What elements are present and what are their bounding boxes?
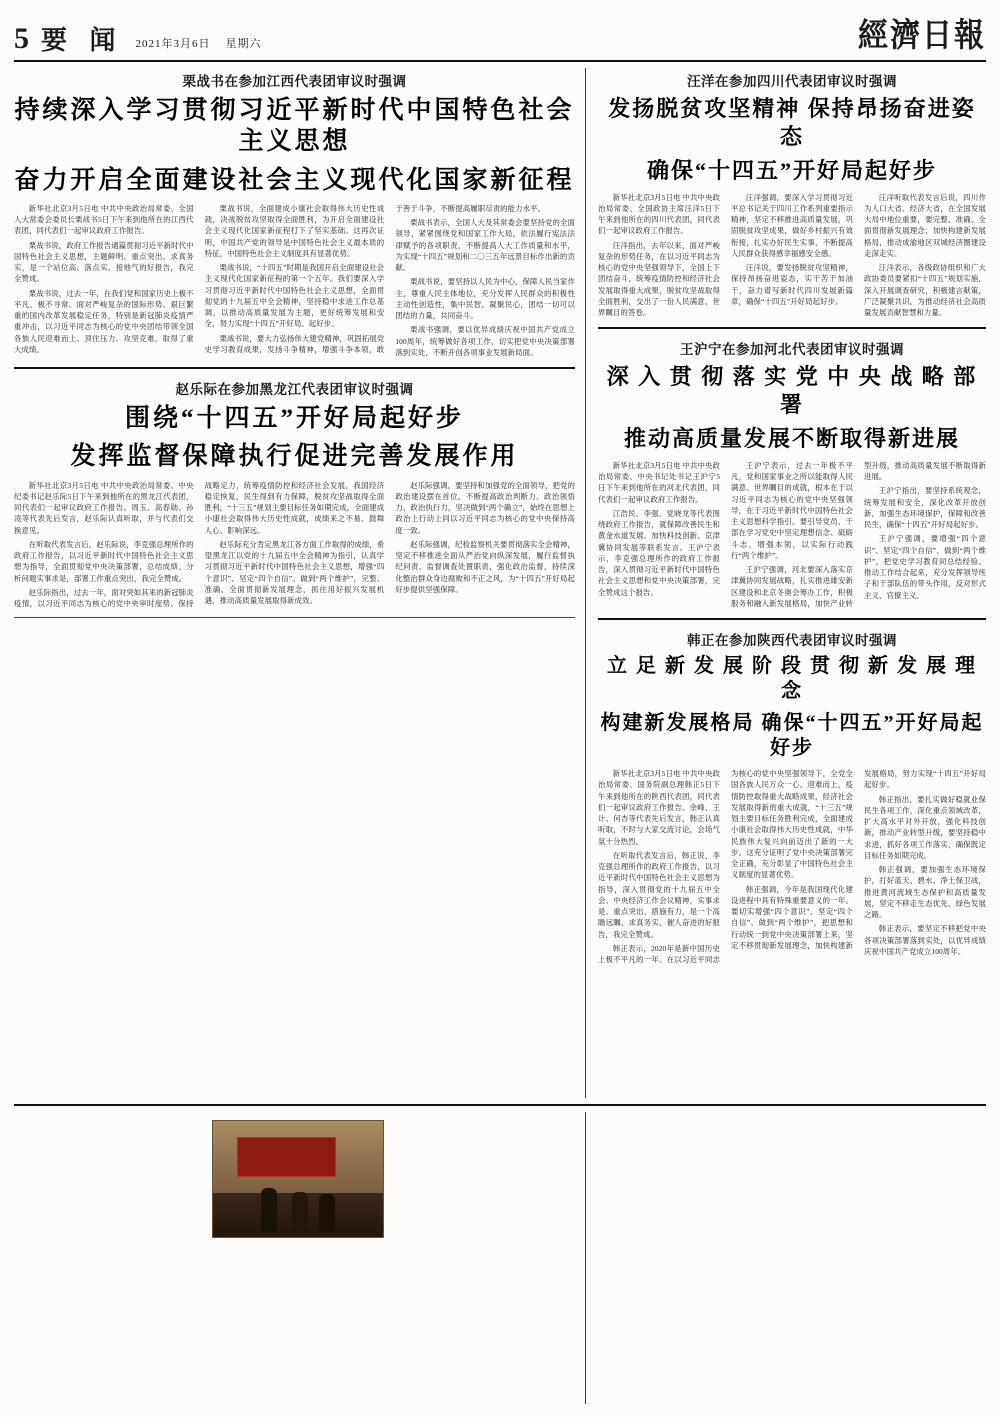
article-body [598,460,986,609]
article-zhaoleji [14,378,575,609]
article-lizhanshu [14,70,575,358]
article-kicker: 汪洋在参加四川代表团审议时强调 [687,74,897,89]
paragraph: 韩正强调，今年是我国现代化建设进程中具有特殊重要意义的一年。要切实增强“四个意识”、坚定“四个自信”、做到“两个维护”，把思想和行动统一到党中央决策部署上来，坚定不移贯彻新发展理念，加快构建新发展格局，努力实现“十四五”开好局起好步。 [731,769,986,950]
kuaiping-left [598,1112,794,1404]
press-conference-photo [212,1120,384,1238]
photo-person [292,1192,308,1232]
paragraph: 韩正指出，要扎实做好稳就业保民生各项工作，深化重点领域改革，扩大高水平对外开放，强化科技创新，推动产业转型升级，要坚持稳中求进，抓好各项工作落实，确保既定目标任务如期完成。 [864,794,986,860]
paragraph: 赵乐际指出，过去一年，面对突如其来的新冠肺炎疫情，以习近平同志为核心的党中央审时度势、保持战略定力，统筹疫情防控和经济社会发展，我国经济稳定恢复，民生得到有力保障，脱贫攻坚战取得全面胜利，“十三五”规划主要目标任务如期完成，全面建成小康社会取得伟大历史性成就，成绩来之不易、鼓舞人心、影响深远。 [14,480,385,608]
divider [14,617,575,618]
masthead-left [14,24,262,54]
paragraph: 在听取代表发言后，韩正说，李克强总理所作的政府工作报告，以习近平新时代中国特色社会主义思想为指导，深入贯彻党的十九届五中全会、中央经济工作会议精神，实事求是、重点突出、措施有力，是一个高瞻远瞩、求真务实、催人奋进的好报告，我完全赞成。 [598,850,720,939]
section-name: 要 闻 [41,26,124,55]
paragraph: 栗战书说，政府工作报告通篇贯彻习近平新时代中国特色社会主义思想，主题鲜明、重点突出、求真务实，是一个站位高、落点实、接地气的好报告，我完全赞成。 [14,240,194,284]
paragraph: 王沪宁强调，河北要深入落实京津冀协同发展战略，扎实推进雄安新区建设和北京冬奥会筹办工作，积极服务和融入新发展格局，加快产业转型升级，推动高质量发展不断取得新进展。 [731,460,986,608]
paragraph: 赵乐际强调，纪检监察机关要贯彻落实全会精神，坚定不移推进全面从严治党向纵深发展，履行监督执纪问责、监督调查处置职责，强化政治监督，持续深化整治群众身边腐败和不正之风，为“十四五”开好局起好步提供坚强保障。 [395,539,575,594]
date-text: 2021年3月6日 [135,38,211,50]
article-headline-line2: 确保“十四五”开好局起好步 [646,158,937,183]
photo-person [319,1194,335,1232]
paragraph: 新华社北京3月5日电 中共中央政治局常委、中央书记处书记王沪宁5日下午来到他所在的河北代表团，同代表们一起审议政府工作报告。 [598,460,720,504]
paragraph: 新华社北京3月5日电 中共中央政治局常委、全国政协主席汪洋5日下午来到他所在的四川代表团，同代表们一起审议政府工作报告。 [598,192,720,236]
article-kicker: 韩正在参加陕西代表团审议时强调 [687,633,897,648]
paragraph: 汪洋指出，去年以来，面对严峻复杂的形势任务，在以习近平同志为核心的党中央坚强领导下，全国上下团结奋斗，统筹疫情防控和经济社会发展取得重大成果，脱贫攻坚战取得全面胜利，交出了一份人民满意、世界瞩目的答卷。 [598,240,720,317]
article-kicker: 王沪宁在参加河北代表团审议时强调 [680,342,904,358]
article-headline-line1: 发扬脱贫攻坚精神 保持昂扬奋进姿态 [608,96,976,149]
article-wanghuning [598,338,986,609]
photo-banner [237,1137,336,1176]
paragraph: 汪洋听取代表发言后说，四川作为人口大省、经济大省，在全国发展大局中地位重要，要完整、准确、全面贯彻新发展理念，加快构建新发展格局，推动成渝地区双城经济圈建设走深走实。 [864,192,986,258]
paragraph: 赵乐际充分肯定黑龙江各方面工作取得的成绩，希望黑龙江以党的十九届五中全会精神为指引，认真学习贯彻习近平新时代中国特色社会主义思想，增强“四个意识”、坚定“四个自信”、做到“两个维护”，完整、准确、全面贯彻新发展理念，抓住用好振兴发展机遇，推动高质量发展取得新成效。 [204,539,385,605]
article-body [14,480,575,610]
masthead-date [136,35,262,54]
photo-block [212,1120,384,1238]
divider [14,367,575,369]
paragraph: 汪洋说，要发扬脱贫攻坚精神，保持昂扬奋进姿态，实干苦干加油干，奋力谱写新时代四川发展新篇章，确保“十四五”开好局起好步。 [731,263,853,306]
article-headline-line1: 立 足 新 发 展 阶 段 贯 彻 新 发 展 理 念 [607,655,977,702]
right-column [586,68,986,1098]
paragraph: 韩正强调，要加强生态环境保护，打好蓝天、碧水、净土保卫战，推进黄河流域生态保护和高质量发展，坚定不移走生态优先、绿色发展之路。 [864,865,986,919]
article-body [598,192,986,319]
paragraph: 栗战书说，要坚持以人民为中心，保障人民当家作主，尊重人民主体地位，充分发挥人民群众的积极性主动性创造性，集中民智、凝聚民心，团结一切可以团结的力量，共同奋斗。 [395,277,575,320]
article-headline-line2: 奋力开启全面建设社会主义现代化国家新征程 [14,166,575,194]
article-hanzheng [598,629,986,965]
kuaiping-body-right [794,1112,982,1404]
paragraph: 新华社北京3月5日电 中共中央政治局常委、全国人大常委会委员长栗战书5日下午来到他所在的江西代表团，同代表们一起审议政府工作报告。 [14,203,194,236]
divider [598,618,986,620]
weekday-text: 星期六 [225,38,262,50]
paper-name: 經濟日報 [858,17,986,54]
paragraph: 栗战书说，全面建成小康社会取得伟大历史性成就，决战脱贫攻坚取得全面胜利，为开启全面建设社会主义现代化国家新征程打下了坚实基础。这再次证明，中国共产党的领导是中国特色社会主义最本质的特征，中国特色社会主义制度具有显著优势。 [204,203,385,258]
article-headline-line1: 围绕“十四五”开好局起好步 [124,405,464,432]
article-kicker: 栗战书在参加江西代表团审议时强调 [182,74,407,89]
paragraph: 汪洋表示，各级政协组织和广大政协委员要紧扣“十四五”规划实施，深入开展调查研究，积极建言献策，广泛凝聚共识，为推动经济社会高质量发展贡献智慧和力量。 [864,263,986,317]
bottom-article-body [14,1120,575,1238]
article-headline-line2: 发挥监督保障执行促进完善发展作用 [70,443,519,471]
article-body [14,626,575,627]
article-headline-line2: 构建新发展格局 确保“十四五”开好局起好步 [600,712,984,759]
bottom-section [14,1104,986,1404]
article-headline-line1: 持续深入学习贯彻习近平新时代中国特色社会主义思想 [14,97,575,156]
article-continuation [14,626,575,627]
article-kicker: 赵乐际在参加黑龙江代表团审议时强调 [175,382,414,397]
paragraph: 栗战书说，“十四五”时期是我国开启全面建设社会主义现代化国家新征程的第一个五年。我们要深入学习贯彻习近平新时代中国特色社会主义思想，全面贯彻党的十九届五中全会精神，坚持稳中求进工作总基调，以推动高质量发展为主题，更好统筹发展和安全，努力实现“十四五”开好局、起好步。 [204,263,385,329]
article-headline-line2: 推动高质量发展不断取得新进展 [623,426,960,452]
paragraph: 韩正表示，要坚定不移把党中央各项决策部署落到实处，以优异成绩庆祝中国共产党成立100周年。 [864,924,986,956]
article-headline-line1: 深 入 贯 彻 落 实 党 中 央 战 略 部 署 [606,364,978,417]
paragraph: 新华社北京3月5日电 中共中央政治局常委、国务院副总理韩正5日下午来到他所在的陕西代表团，同代表们一起审议政府工作报告。余峰、王计、何杏等代表先后发言，韩正认真听取，不时与大家交流讨论，会场气氛十分热烈。 [598,769,720,846]
paragraph: 汪洋强调，要深入学习贯彻习近平总书记关于四川工作系列重要指示精神，坚定不移推进高质量发展，巩固脱贫攻坚成果，做好乡村振兴有效衔接，扎实办好民生实事，不断提高人民群众获得感幸福感安全感。 [731,192,853,258]
paragraph: 王沪宁强调，要增强“四个意识”、坚定“四个自信”、做到“两个维护”，把党史学习教育同总结经验、推动工作结合起来，充分发挥领导班子和干部队伍的带头作用，反对形式主义、官僚主义。 [864,534,986,600]
page-number: 5 [14,22,29,55]
paragraph: 王沪宁指出，要坚持系统观念，统筹发展和安全，深化改革开放创新，加强生态环境保护，保障和改善民生，确保“十四五”开好局起好步。 [864,486,986,529]
photo-person [261,1188,277,1232]
kuaiping-right [794,1112,986,1404]
paragraph: 韩正表示，2020年是新中国历史上极不平凡的一年。在以习近平同志为核心的党中央坚强领导下，全党全国各族人民万众一心、迎难而上，疫情防控取得重大战略成果，经济社会发展取得新的重大成就，“十三五”规划主要目标任务胜利完成，全面建成小康社会取得伟大历史性成就，中华民族伟大复兴向前迈出了新的一大步。这充分证明了党中央决策部署完全正确，充分彰显了中国特色社会主义制度的显著优势。 [598,769,853,964]
paragraph: 王沪宁表示，过去一年极不平凡，党和国家事业之所以能取得人民满意、世界瞩目的成就，根本在于以习近平同志为核心的党中央坚强领导，在于习近平新时代中国特色社会主义思想科学指引。要引导党员、干部在学习党史中坚定理想信念、砥砺斗志、增强本领，以实际行动践行“两个维护”。 [731,460,853,560]
article-body [14,203,575,358]
bottom-left-article [14,1112,586,1404]
left-column [14,68,586,1098]
main-content [14,68,986,1098]
paragraph: 新华社北京3月5日电 中共中央政治局常委、中央纪委书记赵乐际5日下午来到他所在的黑龙江代表团，同代表们一起审议政府工作报告。周玉、高春勋、孙凌等代表先后发言，赵乐际认真听取，并与代表们交换意见。 [14,480,194,535]
paragraph: 栗战书表示，全国人大及其常委会要坚持党的全面领导，紧紧围绕党和国家工作大局，依法履行宪法法律赋予的各项职责，不断提高人大工作质量和水平，为实现“十四五”规划和二〇三五年远景目标作出新的贡献。 [395,218,575,272]
paragraph: 栗战书说，过去一年，在我们党和国家历史上极不平凡、极不寻常。面对严峻复杂的国际形势、艰巨繁重的国内改革发展稳定任务，特别是新冠肺炎疫情严重冲击，以习近平同志为核心的党中央团结带领全国各族人民迎难而上、顶住压力、攻坚克难，取得了重大成绩。 [14,288,194,354]
masthead [14,10,986,62]
article-wangyang [598,70,986,318]
paragraph: 栗战书强调，要以优异成绩庆祝中国共产党成立100周年，统筹做好各项工作，切实把党中央决策部署落到实处，不断开创各项事业发展新局面。 [395,325,575,357]
kuaiping-section [586,1112,986,1404]
paragraph: 栗战书说，要大力弘扬伟大建党精神，巩固拓展党史学习教育成果，发扬斗争精神，增强斗争本领，敢于善于斗争，不断提高履职尽责的能力水平。 [204,203,546,354]
paragraph: 赵乐际强调，要坚持和加强党的全面领导，把党的政治建设摆在首位，不断提高政治判断力、政治领悟力、政治执行力，坚决做到“两个确立”，始终在思想上政治上行动上同以习近平同志为核心的党中央保持高度一致。 [395,480,575,535]
article-body [598,768,986,965]
paragraph: 在听取代表发言后，赵乐际说，李克强总理所作的政府工作报告，以习近平新时代中国特色社会主义思想为指导，全面贯彻党中央决策部署，总结成绩、分析问题实事求是，部署工作重点突出，我完全赞成。 [14,539,194,583]
divider [598,327,986,329]
paragraph: 江浩民、李强、党晓龙等代表围绕政府工作报告，就保障改善民生和黄金水道发展、加快科技创新、京津冀协同发展等联系发言。王沪宁表示，李克强总理所作的政府工作报告，深入贯彻习近平新时代中国特色社会主义思想和党中央决策部署，完全赞成这个报告。 [598,508,720,597]
